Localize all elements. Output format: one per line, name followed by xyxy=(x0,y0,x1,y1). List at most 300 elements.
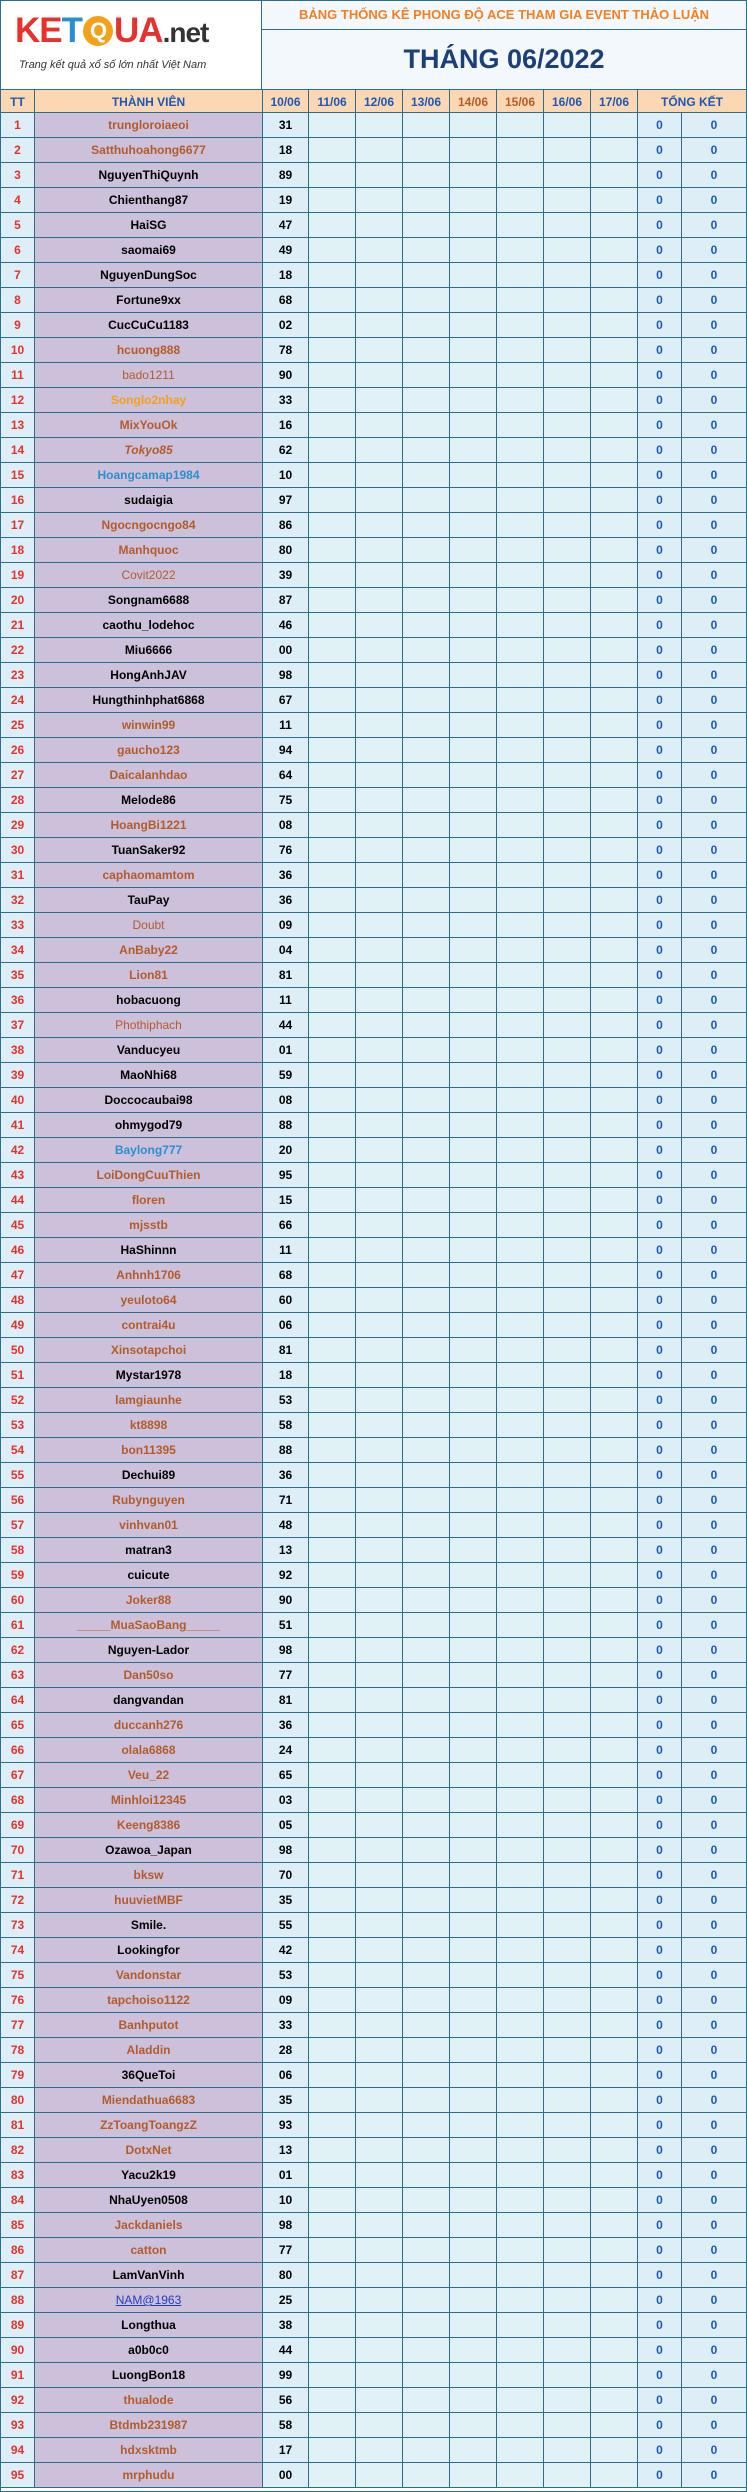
member-name: AnBaby22 xyxy=(119,943,178,957)
member-cell xyxy=(34,1438,262,1463)
total-score: 0 xyxy=(681,788,746,813)
day-cell xyxy=(308,1588,355,1613)
table-row xyxy=(1,163,746,188)
day-cell xyxy=(308,2063,355,2088)
day-cell xyxy=(590,1388,637,1413)
total-count: 0 xyxy=(637,563,681,588)
table-row xyxy=(1,1588,746,1613)
day-cell xyxy=(402,1888,449,1913)
day-cell xyxy=(355,338,402,363)
day-cell xyxy=(355,2138,402,2163)
member-name: NguyenThiQuynh xyxy=(98,168,199,182)
day-cell xyxy=(449,2463,496,2488)
day-cell xyxy=(355,1638,402,1663)
member-name: Yacu2k19 xyxy=(121,2168,176,2182)
row-number: 13 xyxy=(1,413,34,438)
day-cell xyxy=(496,2063,543,2088)
day-cell xyxy=(449,1088,496,1113)
member-cell xyxy=(34,813,262,838)
row-number: 88 xyxy=(1,2288,34,2313)
day-cell xyxy=(543,1913,590,1938)
day-cell xyxy=(590,538,637,563)
member-table xyxy=(1,113,746,2488)
row-number: 3 xyxy=(1,163,34,188)
member-name: Songnam6688 xyxy=(107,593,190,607)
day-cell xyxy=(543,413,590,438)
row-number: 34 xyxy=(1,938,34,963)
table-row xyxy=(1,1213,746,1238)
row-number: 87 xyxy=(1,2263,34,2288)
day-cell xyxy=(543,1713,590,1738)
total-count: 0 xyxy=(637,863,681,888)
day-cell xyxy=(543,463,590,488)
total-count: 0 xyxy=(637,513,681,538)
row-number: 48 xyxy=(1,1288,34,1313)
day-cell xyxy=(449,1288,496,1313)
total-count: 0 xyxy=(637,1538,681,1563)
day-cell xyxy=(355,1888,402,1913)
member-cell xyxy=(34,663,262,688)
row-number: 27 xyxy=(1,763,34,788)
day-cell xyxy=(543,1813,590,1838)
score-cell: 76 xyxy=(262,838,308,863)
day-cell xyxy=(449,288,496,313)
total-score: 0 xyxy=(681,338,746,363)
row-number: 39 xyxy=(1,1063,34,1088)
day-cell xyxy=(449,1138,496,1163)
day-cell xyxy=(543,488,590,513)
day-cell xyxy=(308,2163,355,2188)
total-count: 0 xyxy=(637,1563,681,1588)
member-name: mjsstb xyxy=(129,1218,168,1232)
day-cell xyxy=(496,1838,543,1863)
day-cell xyxy=(449,2388,496,2413)
day-cell xyxy=(402,1213,449,1238)
day-cell xyxy=(543,1263,590,1288)
row-number: 24 xyxy=(1,688,34,713)
day-cell xyxy=(402,1638,449,1663)
total-score: 0 xyxy=(681,2088,746,2113)
table-row xyxy=(1,138,746,163)
day-cell xyxy=(590,1013,637,1038)
member-cell xyxy=(34,438,262,463)
col-date: 10/06 xyxy=(262,89,308,113)
total-score: 0 xyxy=(681,713,746,738)
member-name: ohmygod79 xyxy=(114,1118,183,1132)
member-cell xyxy=(34,1838,262,1863)
row-number: 23 xyxy=(1,663,34,688)
day-cell xyxy=(355,2038,402,2063)
day-cell xyxy=(449,338,496,363)
member-cell xyxy=(34,1763,262,1788)
day-cell xyxy=(402,1063,449,1088)
total-score: 0 xyxy=(681,1488,746,1513)
score-cell: 09 xyxy=(262,1988,308,2013)
day-cell xyxy=(402,113,449,138)
day-cell xyxy=(402,1488,449,1513)
total-score: 0 xyxy=(681,963,746,988)
day-cell xyxy=(355,238,402,263)
day-cell xyxy=(543,638,590,663)
day-cell xyxy=(308,1313,355,1338)
row-number: 8 xyxy=(1,288,34,313)
day-cell xyxy=(496,763,543,788)
score-cell: 36 xyxy=(262,1713,308,1738)
day-cell xyxy=(543,863,590,888)
row-number: 40 xyxy=(1,1088,34,1113)
day-cell xyxy=(496,2013,543,2038)
day-cell xyxy=(308,2138,355,2163)
total-count: 0 xyxy=(637,1063,681,1088)
day-cell xyxy=(355,438,402,463)
day-cell xyxy=(355,1738,402,1763)
table-row xyxy=(1,1113,746,1138)
day-cell xyxy=(308,388,355,413)
day-cell xyxy=(590,1813,637,1838)
day-cell xyxy=(590,1188,637,1213)
table-row xyxy=(1,2088,746,2113)
ketqua-logo[interactable] xyxy=(1,1,262,89)
day-cell xyxy=(496,1763,543,1788)
day-cell xyxy=(308,413,355,438)
member-cell xyxy=(34,1013,262,1038)
member-cell xyxy=(34,2213,262,2238)
total-count: 0 xyxy=(637,413,681,438)
total-score: 0 xyxy=(681,2138,746,2163)
total-count: 0 xyxy=(637,1463,681,1488)
member-cell xyxy=(34,1513,262,1538)
day-cell xyxy=(496,113,543,138)
day-cell xyxy=(449,2363,496,2388)
member-cell xyxy=(34,1313,262,1338)
day-cell xyxy=(402,863,449,888)
member-name: hdxsktmb xyxy=(120,2443,177,2457)
total-score: 0 xyxy=(681,1063,746,1088)
table-row xyxy=(1,688,746,713)
day-cell xyxy=(496,2113,543,2138)
day-cell xyxy=(355,1413,402,1438)
table-row xyxy=(1,1663,746,1688)
day-cell xyxy=(355,2088,402,2113)
day-cell xyxy=(449,1913,496,1938)
member-name: NhaUyen0508 xyxy=(109,2193,188,2207)
day-cell xyxy=(496,1663,543,1688)
row-number: 5 xyxy=(1,213,34,238)
day-cell xyxy=(402,1513,449,1538)
day-cell xyxy=(402,1688,449,1713)
day-cell xyxy=(308,1938,355,1963)
day-cell xyxy=(308,488,355,513)
total-count: 0 xyxy=(637,738,681,763)
day-cell xyxy=(308,313,355,338)
day-cell xyxy=(402,2263,449,2288)
member-name: Phothiphach xyxy=(115,1018,182,1032)
score-cell: 80 xyxy=(262,2263,308,2288)
day-cell xyxy=(590,188,637,213)
total-count: 0 xyxy=(637,213,681,238)
day-cell xyxy=(496,638,543,663)
total-score: 0 xyxy=(681,938,746,963)
day-cell xyxy=(496,163,543,188)
table-row xyxy=(1,363,746,388)
day-cell xyxy=(449,738,496,763)
day-cell xyxy=(496,1988,543,2013)
day-cell xyxy=(590,1663,637,1688)
total-count: 0 xyxy=(637,1913,681,1938)
member-name: Banhputot xyxy=(118,2018,179,2032)
day-cell xyxy=(449,2138,496,2163)
score-cell: 86 xyxy=(262,513,308,538)
day-cell xyxy=(355,813,402,838)
member-name: duccanh276 xyxy=(113,1718,184,1732)
day-cell xyxy=(355,638,402,663)
day-cell xyxy=(449,2338,496,2363)
member-name: Nguyen-Lador xyxy=(107,1643,190,1657)
row-number: 20 xyxy=(1,588,34,613)
day-cell xyxy=(590,1563,637,1588)
day-cell xyxy=(496,2388,543,2413)
day-cell xyxy=(543,1663,590,1688)
day-cell xyxy=(590,1413,637,1438)
day-cell xyxy=(496,938,543,963)
total-count: 0 xyxy=(637,2188,681,2213)
day-cell xyxy=(355,1988,402,2013)
day-cell xyxy=(543,663,590,688)
score-cell: 78 xyxy=(262,338,308,363)
day-cell xyxy=(496,2288,543,2313)
day-cell xyxy=(543,788,590,813)
day-cell xyxy=(590,2238,637,2263)
day-cell xyxy=(355,463,402,488)
day-cell xyxy=(496,838,543,863)
day-cell xyxy=(543,138,590,163)
day-cell xyxy=(355,1613,402,1638)
day-cell xyxy=(355,2063,402,2088)
total-count: 0 xyxy=(637,638,681,663)
day-cell xyxy=(590,488,637,513)
member-name: Manhquoc xyxy=(118,543,179,557)
day-cell xyxy=(543,1288,590,1313)
day-cell xyxy=(543,1013,590,1038)
member-name: 36QueToi xyxy=(121,2068,176,2082)
table-row xyxy=(1,2013,746,2038)
day-cell xyxy=(308,263,355,288)
day-cell xyxy=(543,313,590,338)
day-cell xyxy=(308,788,355,813)
total-score: 0 xyxy=(681,2263,746,2288)
total-score: 0 xyxy=(681,1113,746,1138)
day-cell xyxy=(402,738,449,763)
table-row xyxy=(1,2288,746,2313)
day-cell xyxy=(590,313,637,338)
row-number: 26 xyxy=(1,738,34,763)
total-count: 0 xyxy=(637,1938,681,1963)
total-score: 0 xyxy=(681,163,746,188)
day-cell xyxy=(449,463,496,488)
day-cell xyxy=(496,1313,543,1338)
day-cell xyxy=(402,313,449,338)
score-cell: 17 xyxy=(262,2438,308,2463)
day-cell xyxy=(355,1538,402,1563)
table-row xyxy=(1,1163,746,1188)
table-row xyxy=(1,2113,746,2138)
day-cell xyxy=(449,1338,496,1363)
total-score: 0 xyxy=(681,2213,746,2238)
row-number: 72 xyxy=(1,1888,34,1913)
score-cell: 38 xyxy=(262,2313,308,2338)
day-cell xyxy=(402,638,449,663)
member-name: LuongBon18 xyxy=(111,2368,186,2382)
day-cell xyxy=(449,1238,496,1263)
day-cell xyxy=(543,1363,590,1388)
total-count: 0 xyxy=(637,2063,681,2088)
row-number: 67 xyxy=(1,1763,34,1788)
member-name: Keeng8386 xyxy=(116,1818,181,1832)
day-cell xyxy=(496,213,543,238)
member-name: Minhloi12345 xyxy=(110,1793,187,1807)
day-cell xyxy=(543,2313,590,2338)
day-cell xyxy=(590,1738,637,1763)
table-row xyxy=(1,838,746,863)
day-cell xyxy=(308,1238,355,1263)
total-count: 0 xyxy=(637,1238,681,1263)
total-score: 0 xyxy=(681,838,746,863)
total-score: 0 xyxy=(681,113,746,138)
day-cell xyxy=(590,2338,637,2363)
score-cell: 98 xyxy=(262,1638,308,1663)
row-number: 15 xyxy=(1,463,34,488)
day-cell xyxy=(496,1163,543,1188)
day-cell xyxy=(308,2413,355,2438)
day-cell xyxy=(590,1913,637,1938)
day-cell xyxy=(543,1063,590,1088)
day-cell xyxy=(402,1463,449,1488)
day-cell xyxy=(402,1313,449,1338)
day-cell xyxy=(590,1938,637,1963)
score-cell: 75 xyxy=(262,788,308,813)
day-cell xyxy=(543,1863,590,1888)
member-name[interactable]: NAM@1963 xyxy=(115,2293,182,2307)
member-cell xyxy=(34,2088,262,2113)
day-cell xyxy=(449,2188,496,2213)
member-cell xyxy=(34,1063,262,1088)
day-cell xyxy=(402,763,449,788)
table-row xyxy=(1,2313,746,2338)
row-number: 46 xyxy=(1,1238,34,1263)
day-cell xyxy=(590,263,637,288)
day-cell xyxy=(496,1563,543,1588)
total-score: 0 xyxy=(681,1513,746,1538)
day-cell xyxy=(590,2163,637,2188)
score-cell: 10 xyxy=(262,463,308,488)
day-cell xyxy=(496,738,543,763)
day-cell xyxy=(590,913,637,938)
day-cell xyxy=(590,238,637,263)
day-cell xyxy=(496,1888,543,1913)
row-number: 60 xyxy=(1,1588,34,1613)
day-cell xyxy=(402,2063,449,2088)
day-cell xyxy=(496,1263,543,1288)
day-cell xyxy=(402,413,449,438)
day-cell xyxy=(355,388,402,413)
table-row xyxy=(1,913,746,938)
day-cell xyxy=(308,1513,355,1538)
day-cell xyxy=(449,1438,496,1463)
total-count: 0 xyxy=(637,1163,681,1188)
total-count: 0 xyxy=(637,2138,681,2163)
table-row xyxy=(1,1713,746,1738)
table-row xyxy=(1,1488,746,1513)
day-cell xyxy=(308,2013,355,2038)
day-cell xyxy=(308,1163,355,1188)
score-cell: 18 xyxy=(262,1363,308,1388)
day-cell xyxy=(355,988,402,1013)
day-cell xyxy=(449,563,496,588)
total-score: 0 xyxy=(681,263,746,288)
day-cell xyxy=(355,313,402,338)
total-score: 0 xyxy=(681,1913,746,1938)
day-cell xyxy=(590,2013,637,2038)
day-cell xyxy=(308,1638,355,1663)
day-cell xyxy=(543,1213,590,1238)
day-cell xyxy=(543,263,590,288)
day-cell xyxy=(590,288,637,313)
day-cell xyxy=(402,438,449,463)
day-cell xyxy=(402,1088,449,1113)
day-cell xyxy=(543,1238,590,1263)
day-cell xyxy=(402,238,449,263)
day-cell xyxy=(543,1113,590,1138)
col-tt: TT xyxy=(1,89,34,113)
day-cell xyxy=(449,213,496,238)
table-row xyxy=(1,538,746,563)
member-name: saomai69 xyxy=(121,243,176,257)
member-name: HongAnhJAV xyxy=(110,668,187,682)
member-cell xyxy=(34,1938,262,1963)
total-count: 0 xyxy=(637,1388,681,1413)
score-cell: 44 xyxy=(262,2338,308,2363)
day-cell xyxy=(590,1138,637,1163)
total-score: 0 xyxy=(681,2463,746,2488)
total-count: 0 xyxy=(637,2338,681,2363)
row-number: 86 xyxy=(1,2238,34,2263)
row-number: 12 xyxy=(1,388,34,413)
member-cell xyxy=(34,988,262,1013)
member-cell xyxy=(34,1813,262,1838)
day-cell xyxy=(543,963,590,988)
member-name: bado1211 xyxy=(122,368,175,382)
score-cell: 24 xyxy=(262,1738,308,1763)
total-score: 0 xyxy=(681,1638,746,1663)
table-row xyxy=(1,1688,746,1713)
day-cell xyxy=(590,1613,637,1638)
day-cell xyxy=(449,1038,496,1063)
total-count: 0 xyxy=(637,1113,681,1138)
total-count: 0 xyxy=(637,1488,681,1513)
day-cell xyxy=(355,888,402,913)
day-cell xyxy=(543,2038,590,2063)
day-cell xyxy=(308,1713,355,1738)
total-count: 0 xyxy=(637,988,681,1013)
day-cell xyxy=(308,2313,355,2338)
day-cell xyxy=(449,1388,496,1413)
member-name: Mystar1978 xyxy=(115,1368,182,1382)
score-cell: 90 xyxy=(262,363,308,388)
member-name: TuanSaker92 xyxy=(111,843,186,857)
score-cell: 03 xyxy=(262,1788,308,1813)
day-cell xyxy=(308,1488,355,1513)
day-cell xyxy=(449,1563,496,1588)
